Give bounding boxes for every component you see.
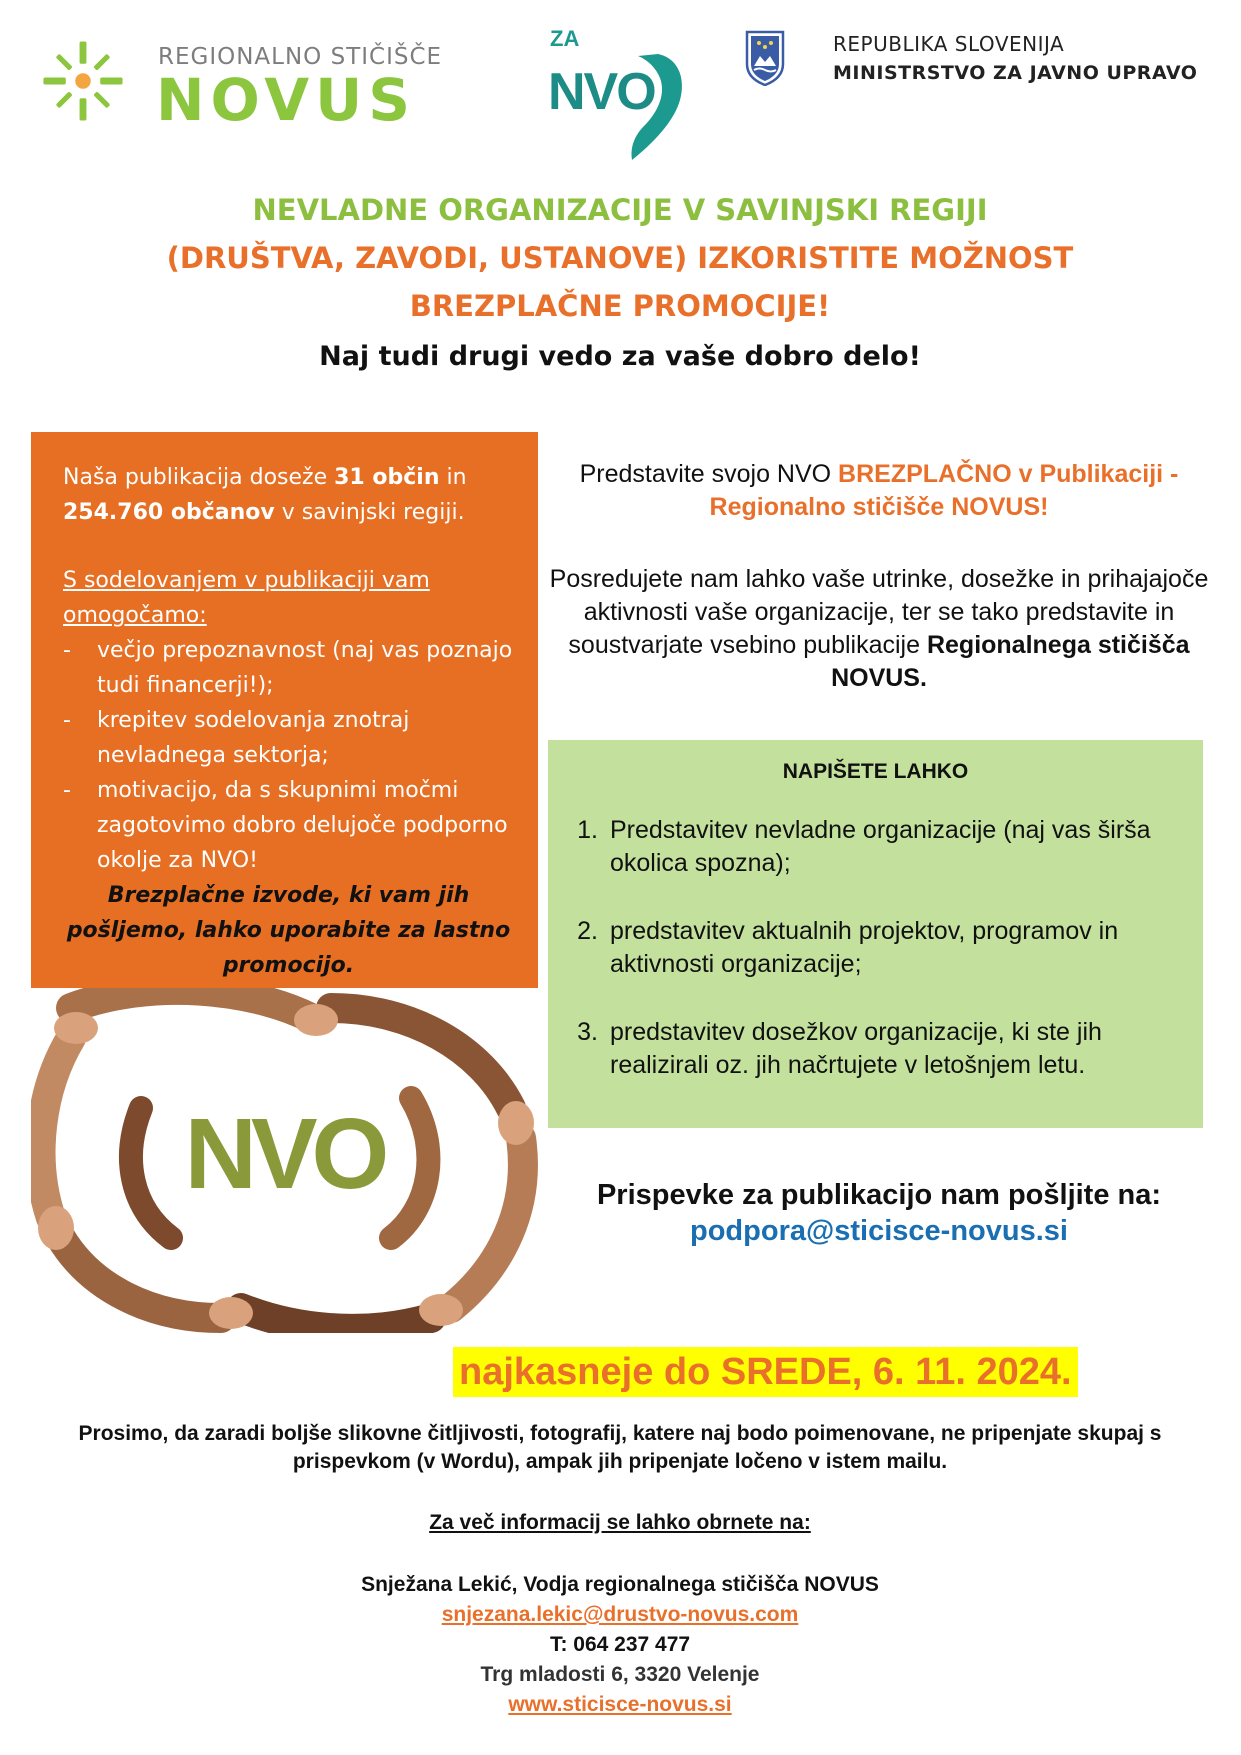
send-contributions <box>548 1177 1210 1249</box>
reach-text-3: v savinjski regiji. <box>274 500 465 525</box>
za-nvo-nvo: NVO <box>548 63 655 121</box>
topics-box <box>548 740 1203 1128</box>
topic-text: Predstavitev nevladne organizacije (naj vas širša okolica spozna); <box>610 816 1151 877</box>
government-logo <box>745 26 1215 96</box>
submission-paragraph <box>548 563 1210 695</box>
reach-text-1: Naša publikacija doseže <box>63 465 335 490</box>
photo-notice: Prosimo, da zaradi boljše slikovne čitljivosti, fotografij, katere naj bodo poimenovane, ne pripenjate skupaj s prispevkom (v Wordu), ampak jih pripenjate ločeno v istem mailu. <box>78 1422 1162 1473</box>
intro-text: Predstavite svojo NVO <box>579 460 839 488</box>
reach-paragraph <box>63 460 514 530</box>
headline-line-2: (DRUŠTVA, ZAVODI, USTANOVE) IZKORISTITE MOŽNOST <box>166 241 1074 275</box>
contact-phone: T: 064 237 477 <box>549 1633 691 1656</box>
hands-nvo-label: NVO <box>184 1098 384 1210</box>
topics-list <box>548 814 1203 1082</box>
reach-municipalities: 31 občin <box>334 465 440 490</box>
topic-item <box>564 1016 1203 1082</box>
contact-block <box>60 1508 1180 1720</box>
contact-address: Trg mladosti 6, 3320 Velenje <box>480 1663 760 1686</box>
novus-burst-icon <box>40 38 126 124</box>
deadline-banner: najkasneje do SREDE, 6. 11. 2024. <box>453 1347 1078 1397</box>
contact-name: Snježana Lekić, Vodja regionalnega stičišča NOVUS <box>361 1573 879 1596</box>
za-nvo-logo <box>548 26 688 138</box>
hands-circle-illustration <box>31 988 538 1333</box>
za-nvo-za: ZA <box>550 26 580 51</box>
intro-paragraph <box>548 458 1210 524</box>
topic-item <box>564 814 1203 880</box>
contact-email-link[interactable]: snjezana.lekic@drustvo-novus.com <box>441 1603 799 1626</box>
submission-text: Posredujete nam lahko vaše utrinke, dosežke in prihajajoče aktivnosti vaše organizacije, ter se tako predstavite in soustvarjate vsebino publikacije <box>549 565 1209 659</box>
topic-number: 3. <box>577 1018 598 1046</box>
topic-number: 1. <box>577 816 598 844</box>
topics-title: NAPIŠETE LAHKO <box>782 760 969 783</box>
novus-logo <box>40 32 480 134</box>
gov-republic-label: REPUBLIKA SLOVENIJA <box>833 32 1065 56</box>
benefits-list <box>63 633 514 878</box>
benefits-heading: S sodelovanjem v publikaciji vam omogočamo: <box>63 568 430 628</box>
free-copies-note: Brezplačne izvode, ki vam jih pošljemo, lahko uporabite za lastno promocijo. <box>66 883 511 978</box>
novus-logo-title: NOVUS <box>156 66 417 134</box>
topic-text: predstavitev dosežkov organizacije, ki ste jih realizirali oz. jih načrtujete v letošnjem letu. <box>610 1018 1102 1079</box>
topic-text: predstavitev aktualnih projektov, programov in aktivnosti organizacije; <box>610 917 1119 978</box>
benefits-box <box>31 432 538 988</box>
novus-logo-subtitle: REGIONALNO STIČIŠČE <box>158 44 443 70</box>
topic-number: 2. <box>577 917 598 945</box>
send-heading: Prispevke za publikacijo nam pošljite na: <box>596 1179 1162 1211</box>
benefit-item: - krepitev sodelovanja znotraj nevladnega sektorja; <box>63 703 514 773</box>
benefit-item: - motivacijo, da s skupnimi močmi zagotovimo dobro delujoče podporno okolje za NVO! <box>63 773 514 878</box>
topic-item <box>564 915 1203 981</box>
headline <box>60 186 1180 382</box>
reach-citizens: 254.760 občanov <box>63 500 275 525</box>
contact-heading: Za več informacij se lahko obrnete na: <box>429 1511 811 1534</box>
submission-highlight: Regionalnega stičišča NOVUS. <box>831 631 1190 692</box>
reach-text-2: in <box>439 465 467 490</box>
contact-website-link[interactable]: www.sticisce-novus.si <box>508 1693 732 1716</box>
headline-subtitle: Naj tudi drugi vedo za vaše dobro delo! <box>319 341 921 372</box>
hands-circle-image <box>31 988 538 1333</box>
gov-ministry-label: MINISTRSTVO ZA JAVNO UPRAVO <box>833 62 1198 84</box>
headline-line-1: NEVLADNE ORGANIZACIJE V SAVINJSKI REGIJI <box>252 193 988 227</box>
send-email-link[interactable]: podpora@sticisce-novus.si <box>690 1215 1068 1247</box>
benefit-item: - večjo prepoznavnost (naj vas poznajo tudi financerji!); <box>63 633 514 703</box>
slovenia-crest-icon <box>745 30 785 86</box>
intro-highlight: BREZPLAČNO v Publikaciji - Regionalno stičišče NOVUS! <box>709 460 1179 521</box>
headline-line-3: BREZPLAČNE PROMOCIJE! <box>409 289 831 323</box>
